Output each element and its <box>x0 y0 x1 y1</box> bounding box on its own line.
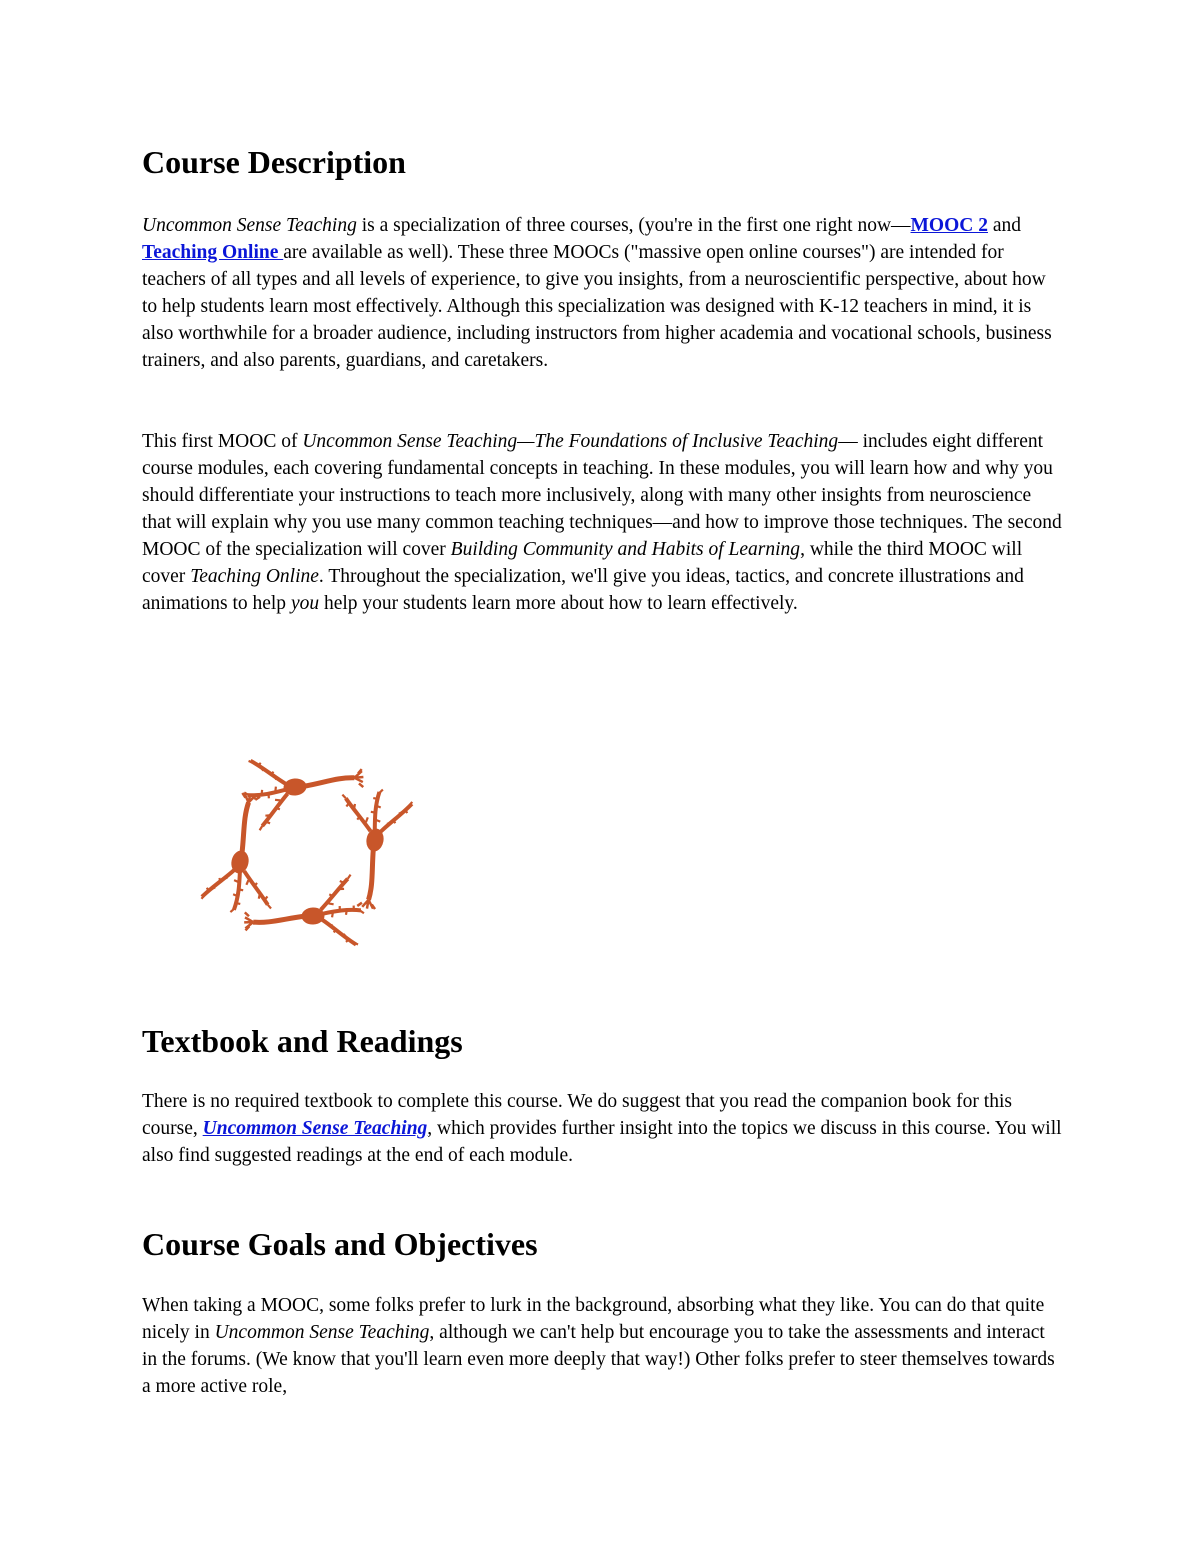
text-span: is a specialization of three courses, (you're in the first one right now— <box>356 215 911 236</box>
text-span: and <box>987 215 1022 236</box>
text-span: — includes eight different course modules, each covering fundamental concepts in teaching. In these modules, you will learn how and why you should differentiate your instructions to teach more inclusively, along with many other insights from neuroscience that will explain why you use many common teaching techniques—and how to improve those techniques. The second MOOC of the specialization will cover <box>142 431 1062 560</box>
text-span: , while the third MOOC will cover <box>142 539 1023 587</box>
goals-paragraph <box>142 1292 1062 1400</box>
teaching-online-link[interactable]: Teaching Online <box>142 242 284 263</box>
description-paragraph-1 <box>142 212 1062 374</box>
mooc2-title-emphasis: Building Community and Habits of Learning <box>450 539 801 560</box>
text-span: This first MOOC of <box>142 431 303 452</box>
text-span: are available as well). These three MOOCs ("massive open online courses") are intended for teachers of all types and all levels of experience, to give you insights, from a neuroscientific perspective, about how to help students learn most effectively. Although this specialization was designed with K-12 teachers in mind, it is also worthwhile for a broader audience, including instructors from higher academia and vocational schools, business trainers, and also parents, guardians, and caretakers. <box>142 242 1052 371</box>
textbook-paragraph <box>142 1088 1062 1169</box>
description-paragraph-2 <box>142 428 1062 617</box>
heading-course-goals: Course Goals and Objectives <box>142 1226 538 1262</box>
mooc3-title-emphasis: Teaching Online <box>190 566 319 587</box>
text-span: When taking a MOOC, some folks prefer to lurk in the background, absorbing what they like. You can do that quite nicely in <box>142 1295 1045 1343</box>
text-span: , which provides further insight into the topics we discuss in this course. You will also find suggested readings at the end of each module. <box>142 1118 1062 1166</box>
heading-course-description: Course Description <box>142 144 406 180</box>
mooc2-link[interactable]: MOOC 2 <box>910 215 988 236</box>
text-span: There is no required textbook to complete this course. We do suggest that you read the companion book for this course, <box>142 1091 1012 1139</box>
text-span: help your students learn more about how to learn effectively. <box>319 593 798 614</box>
you-emphasis: you <box>290 593 320 614</box>
heading-textbook-readings: Textbook and Readings <box>142 1023 463 1059</box>
mooc-title-emphasis: Uncommon Sense Teaching—The Foundations of Inclusive Teaching <box>302 431 839 452</box>
course-title-emphasis: Uncommon Sense Teaching <box>142 215 357 236</box>
text-span: , although we can't help but encourage you to take the assessments and interact in the forums. (We know that you'll learn even more deeply that way!) Other folks prefer to steer themselves towards a more active role, <box>142 1322 1055 1397</box>
course-title-emphasis: Uncommon Sense Teaching <box>214 1322 430 1343</box>
neuron-ring-svg <box>195 752 425 962</box>
text-span: . Throughout the specialization, we'll give you ideas, tactics, and concrete illustrations and animations to help <box>142 566 1024 614</box>
uncommon-sense-teaching-book-link[interactable]: Uncommon Sense Teaching <box>202 1118 428 1139</box>
neuron-ring-icon <box>195 752 425 962</box>
